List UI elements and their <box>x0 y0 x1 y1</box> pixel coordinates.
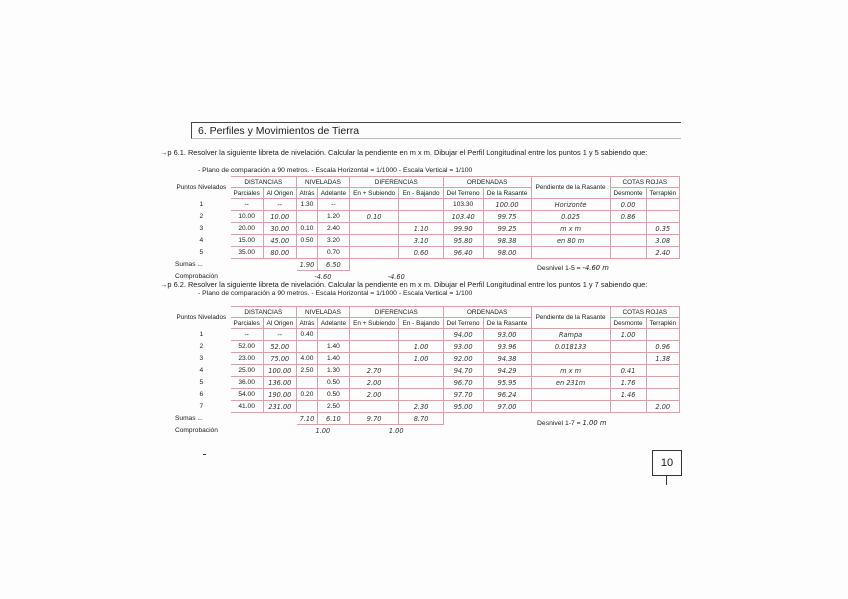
table-cell: 103.40 <box>443 211 483 223</box>
table-cell: 54.00 <box>230 389 263 401</box>
exercise-1-marker: →p <box>160 148 172 157</box>
header-parciales: Parciales <box>230 188 263 199</box>
table-cell: 93.96 <box>483 341 531 353</box>
table-cell: 100.00 <box>483 199 531 211</box>
table-cell <box>646 389 679 401</box>
table-cell: en 80 m <box>531 235 610 247</box>
desnivel-2-label: Desnivel 1-7 = <box>537 420 581 427</box>
table-cell: 2.50 <box>296 365 317 377</box>
header-terraplen: Terraplén <box>646 188 679 199</box>
header-del-terreno: Del Terreno <box>443 318 483 329</box>
table-cell: -- <box>317 199 349 211</box>
table-cell: 2 <box>199 213 204 220</box>
table-cell <box>610 341 646 353</box>
table-cell <box>531 353 610 365</box>
header-al-origen: Al Origen <box>263 318 296 329</box>
desnivel-2-value: 1.00 m <box>582 419 607 427</box>
table-cell: 1.40 <box>317 341 349 353</box>
table-cell <box>646 211 679 223</box>
table-cell: 3.08 <box>646 235 679 247</box>
table-cell <box>399 329 443 341</box>
desnivel-2 <box>537 419 606 427</box>
header-de-la-rasante: De la Rasante <box>483 188 531 199</box>
comprobacion-niveladas: 1.00 <box>315 426 331 435</box>
sumas-atras: 1.90 <box>296 259 317 271</box>
header-adelante: Adelante <box>317 188 349 199</box>
table-cell: 2.00 <box>349 377 399 389</box>
table-cell: 0.00 <box>610 199 646 211</box>
table-cell: 96.70 <box>443 377 483 389</box>
table-cell: 4.00 <box>296 353 317 365</box>
table-cell: 52.00 <box>230 341 263 353</box>
table-cell: en 231m <box>531 377 610 389</box>
table-cell: 1.30 <box>317 365 349 377</box>
sumas-en-menos: 8.70 <box>399 413 443 425</box>
header-nivelados: NIVELADAS <box>296 177 349 188</box>
header-del-terreno: Del Terreno <box>443 188 483 199</box>
table-row <box>173 377 680 389</box>
table-cell: 0.10 <box>349 211 399 223</box>
exercise-1-statement <box>160 148 647 157</box>
table-cell <box>296 377 317 389</box>
table-row <box>173 223 680 235</box>
header-desmonte: Desmonte <box>610 188 646 199</box>
table-cell <box>296 341 317 353</box>
table-cell: 1 <box>199 331 204 338</box>
table-row <box>173 389 680 401</box>
header-en-menos: En - Bajando <box>399 318 443 329</box>
table-cell: 94.70 <box>443 365 483 377</box>
table-cell: 98.00 <box>483 247 531 259</box>
table-cell: 10.00 <box>230 211 263 223</box>
table-cell: 93.00 <box>443 341 483 353</box>
table-cell: 2.00 <box>646 401 679 413</box>
table-cell: 103.30 <box>443 199 483 211</box>
exercise-1-text: 6.1. Resolver la siguiente libreta de nivelación. Calcular la pendiente en m x m. Dibujar el Perfil Longitudinal entre los puntos 1 y 5 sabiendo que: <box>173 148 648 157</box>
header-distancias: DISTANCIAS <box>230 307 296 318</box>
header-cotas-rojas: COTAS ROJAS <box>610 177 679 188</box>
sumas-label: Sumas ... <box>175 415 203 422</box>
table-cell: 97.70 <box>443 389 483 401</box>
table-cell <box>399 377 443 389</box>
table-cell: 190.00 <box>263 389 296 401</box>
stray-mark <box>203 454 206 455</box>
table-cell: 10.00 <box>263 211 296 223</box>
table-cell <box>399 211 443 223</box>
table-cell: 2.40 <box>646 247 679 259</box>
table-cell: 3 <box>199 225 204 232</box>
table-cell <box>399 199 443 211</box>
table-cell <box>349 235 399 247</box>
header-ordenadas: ORDENADAS <box>443 307 531 318</box>
table-cell: -- <box>230 329 263 341</box>
table-cell: 100.00 <box>263 365 296 377</box>
table-cell: 1.46 <box>610 389 646 401</box>
table-cell: 45.00 <box>263 235 296 247</box>
exercise-2-marker: →p <box>160 280 172 289</box>
page-number-tick <box>666 475 667 485</box>
table-cell: 1.00 <box>399 353 443 365</box>
table-cell: 2.30 <box>399 401 443 413</box>
header-ordenadas: ORDENADAS <box>443 177 531 188</box>
table-cell: 1.40 <box>317 353 349 365</box>
sumas-atras: 7.10 <box>296 413 317 425</box>
header-diferencias: DIFERENCIAS <box>349 177 443 188</box>
table-cell: 75.00 <box>263 353 296 365</box>
table-cell: 95.95 <box>483 377 531 389</box>
table-cell: 5 <box>199 379 204 386</box>
header-en-menos: En - Bajando <box>399 188 443 199</box>
table-cell: 0.50 <box>317 389 349 401</box>
exercise-2-statement <box>160 280 647 289</box>
table-cell: 1.00 <box>399 341 443 353</box>
table-cell: 5 <box>199 249 204 256</box>
table-cell: 6 <box>199 391 204 398</box>
table-cell <box>531 401 610 413</box>
header-parciales: Parciales <box>230 318 263 329</box>
table-cell: 2.00 <box>349 389 399 401</box>
table-cell: 0.96 <box>646 341 679 353</box>
table-cell: 97.00 <box>483 401 531 413</box>
comprobacion-label: Comprobación <box>175 273 218 280</box>
table-cell: Rampa <box>531 329 610 341</box>
table-cell: m x m <box>531 223 610 235</box>
table-cell: 231.00 <box>263 401 296 413</box>
table-cell: 95.80 <box>443 235 483 247</box>
table-cell <box>531 247 610 259</box>
header-atras: Atrás <box>296 318 317 329</box>
desnivel-1-value: -4.60 m <box>582 264 609 272</box>
table-row <box>173 235 680 247</box>
table-cell: 0.60 <box>399 247 443 259</box>
comprobacion-diferencias: 1.00 <box>388 426 404 435</box>
exercise-2-params: - Plano de comparación a 90 metros. - Escala Horizontal = 1/1000 - Escala Vertical = 1/100 <box>198 290 473 297</box>
table-cell: 95.00 <box>443 401 483 413</box>
sumas-adelante: 6.50 <box>317 259 349 271</box>
table-cell <box>349 401 399 413</box>
table-cell <box>646 199 679 211</box>
table-cell: 99.90 <box>443 223 483 235</box>
table-cell: m x m <box>531 365 610 377</box>
table-cell: 36.00 <box>230 377 263 389</box>
table-cell <box>349 353 399 365</box>
table-cell <box>646 329 679 341</box>
table-cell: 1.20 <box>317 211 349 223</box>
header-de-la-rasante: De la Rasante <box>483 318 531 329</box>
header-en-mas: En + Subiendo <box>349 318 399 329</box>
table-cell: 0.018133 <box>531 341 610 353</box>
table-cell <box>399 389 443 401</box>
table-cell: 30.00 <box>263 223 296 235</box>
header-desmonte: Desmonte <box>610 318 646 329</box>
table-cell <box>531 389 610 401</box>
table-row <box>173 401 680 413</box>
table-cell: 1.30 <box>296 199 317 211</box>
table-cell: -- <box>263 199 296 211</box>
comprobacion-label: Comprobación <box>175 427 218 434</box>
table-cell: 0.40 <box>296 329 317 341</box>
sumas-adelante: 6.10 <box>317 413 349 425</box>
header-puntos: Puntos Nivelados <box>176 314 227 321</box>
table-cell: 0.70 <box>317 247 349 259</box>
table-row <box>173 199 680 211</box>
exercise-1-params: - Plano de comparación a 90 metros. - Escala Horizontal = 1/1000 - Escala Vertical = 1/100 <box>198 167 473 174</box>
table-cell: 0.50 <box>317 377 349 389</box>
header-atras: Atrás <box>296 188 317 199</box>
table-cell <box>349 247 399 259</box>
table-cell: -- <box>263 329 296 341</box>
table-cell: 1.38 <box>646 353 679 365</box>
table-cell: 94.00 <box>443 329 483 341</box>
table-row <box>173 329 680 341</box>
table-row <box>173 353 680 365</box>
table-cell: 2.70 <box>349 365 399 377</box>
table-cell: 0.86 <box>610 211 646 223</box>
header-adelante: Adelante <box>317 318 349 329</box>
table-cell: 4 <box>199 237 204 244</box>
table-cell: 1.76 <box>610 377 646 389</box>
table-cell: 52.00 <box>263 341 296 353</box>
table-cell <box>296 401 317 413</box>
table-cell: 0.41 <box>610 365 646 377</box>
table-cell: 94.38 <box>483 353 531 365</box>
table-cell: 2 <box>199 343 204 350</box>
header-en-mas: En + Subiendo <box>349 188 399 199</box>
table-cell <box>349 223 399 235</box>
table-cell <box>296 211 317 223</box>
header-al-origen: Al Origen <box>263 188 296 199</box>
table-cell: 1.10 <box>399 223 443 235</box>
table-cell: 0.35 <box>646 223 679 235</box>
table-cell: 1 <box>199 201 204 208</box>
table-cell: 20.00 <box>230 223 263 235</box>
table-cell <box>610 401 646 413</box>
comprobacion-niveladas: -4.60 <box>314 272 332 281</box>
table-row <box>173 211 680 223</box>
table-cell: 96.24 <box>483 389 531 401</box>
header-nivelados: NIVELADAS <box>296 307 349 318</box>
table-cell: 23.00 <box>230 353 263 365</box>
desnivel-1-label: Desnivel 1-5 = <box>537 265 581 272</box>
header-diferencias: DIFERENCIAS <box>349 307 443 318</box>
table-cell <box>349 341 399 353</box>
table-cell: 96.40 <box>443 247 483 259</box>
table-cell: 4 <box>199 367 204 374</box>
table-cell <box>610 353 646 365</box>
table-cell <box>610 247 646 259</box>
header-pendiente: Pendiente de la Rasante <box>531 177 610 199</box>
table-cell: 2.50 <box>317 401 349 413</box>
table-cell: 0.50 <box>296 235 317 247</box>
table-cell: 2.40 <box>317 223 349 235</box>
table-cell: Horizonte <box>531 199 610 211</box>
table-row <box>173 247 680 259</box>
desnivel-1 <box>537 264 609 272</box>
table-cell: 98.38 <box>483 235 531 247</box>
sumas-en-mas: 9.70 <box>349 413 399 425</box>
table-cell: -- <box>230 199 263 211</box>
table-cell <box>610 235 646 247</box>
table-cell <box>349 329 399 341</box>
table-cell: 15.00 <box>230 235 263 247</box>
table-cell <box>317 329 349 341</box>
page-number: 10 <box>652 450 682 476</box>
table-cell: 136.00 <box>263 377 296 389</box>
table-cell: 0.10 <box>296 223 317 235</box>
table-cell: 99.25 <box>483 223 531 235</box>
table-cell: 7 <box>199 403 204 410</box>
section-title: 6. Perfiles y Movimientos de Tierra <box>191 122 681 139</box>
table-cell <box>610 223 646 235</box>
table-cell <box>399 365 443 377</box>
table-cell: 3.20 <box>317 235 349 247</box>
comprobacion-diferencias: -4.60 <box>387 272 405 281</box>
table-cell: 94.29 <box>483 365 531 377</box>
table-cell: 3.10 <box>399 235 443 247</box>
table-cell <box>646 365 679 377</box>
sumas-label: Sumas ... <box>175 261 203 268</box>
table-cell: 93.00 <box>483 329 531 341</box>
table-cell: 25.00 <box>230 365 263 377</box>
table-cell: 80.00 <box>263 247 296 259</box>
table-cell: 41.00 <box>230 401 263 413</box>
table-cell <box>349 199 399 211</box>
table-cell <box>646 377 679 389</box>
header-cotas-rojas: COTAS ROJAS <box>610 307 679 318</box>
table-cell: 35.00 <box>230 247 263 259</box>
table-cell: 3 <box>199 355 204 362</box>
table-row <box>173 341 680 353</box>
table-cell: 0.20 <box>296 389 317 401</box>
header-puntos: Puntos Nivelados <box>176 184 227 191</box>
exercise-2-text: 6.2. Resolver la siguiente libreta de nivelación. Calcular la pendiente en m x m. Dibujar el Perfil Longitudinal entre los puntos 1 y 7 sabiendo que: <box>173 280 648 289</box>
table-cell: 92.00 <box>443 353 483 365</box>
header-distancias: DISTANCIAS <box>230 177 296 188</box>
table-row <box>173 365 680 377</box>
table-cell: 99.75 <box>483 211 531 223</box>
header-terraplen: Terraplén <box>646 318 679 329</box>
table-cell <box>296 247 317 259</box>
leveling-table-2 <box>172 306 680 437</box>
table-cell: 0.025 <box>531 211 610 223</box>
table-cell: 1.00 <box>610 329 646 341</box>
header-pendiente: Pendiente de la Rasante <box>531 307 610 329</box>
